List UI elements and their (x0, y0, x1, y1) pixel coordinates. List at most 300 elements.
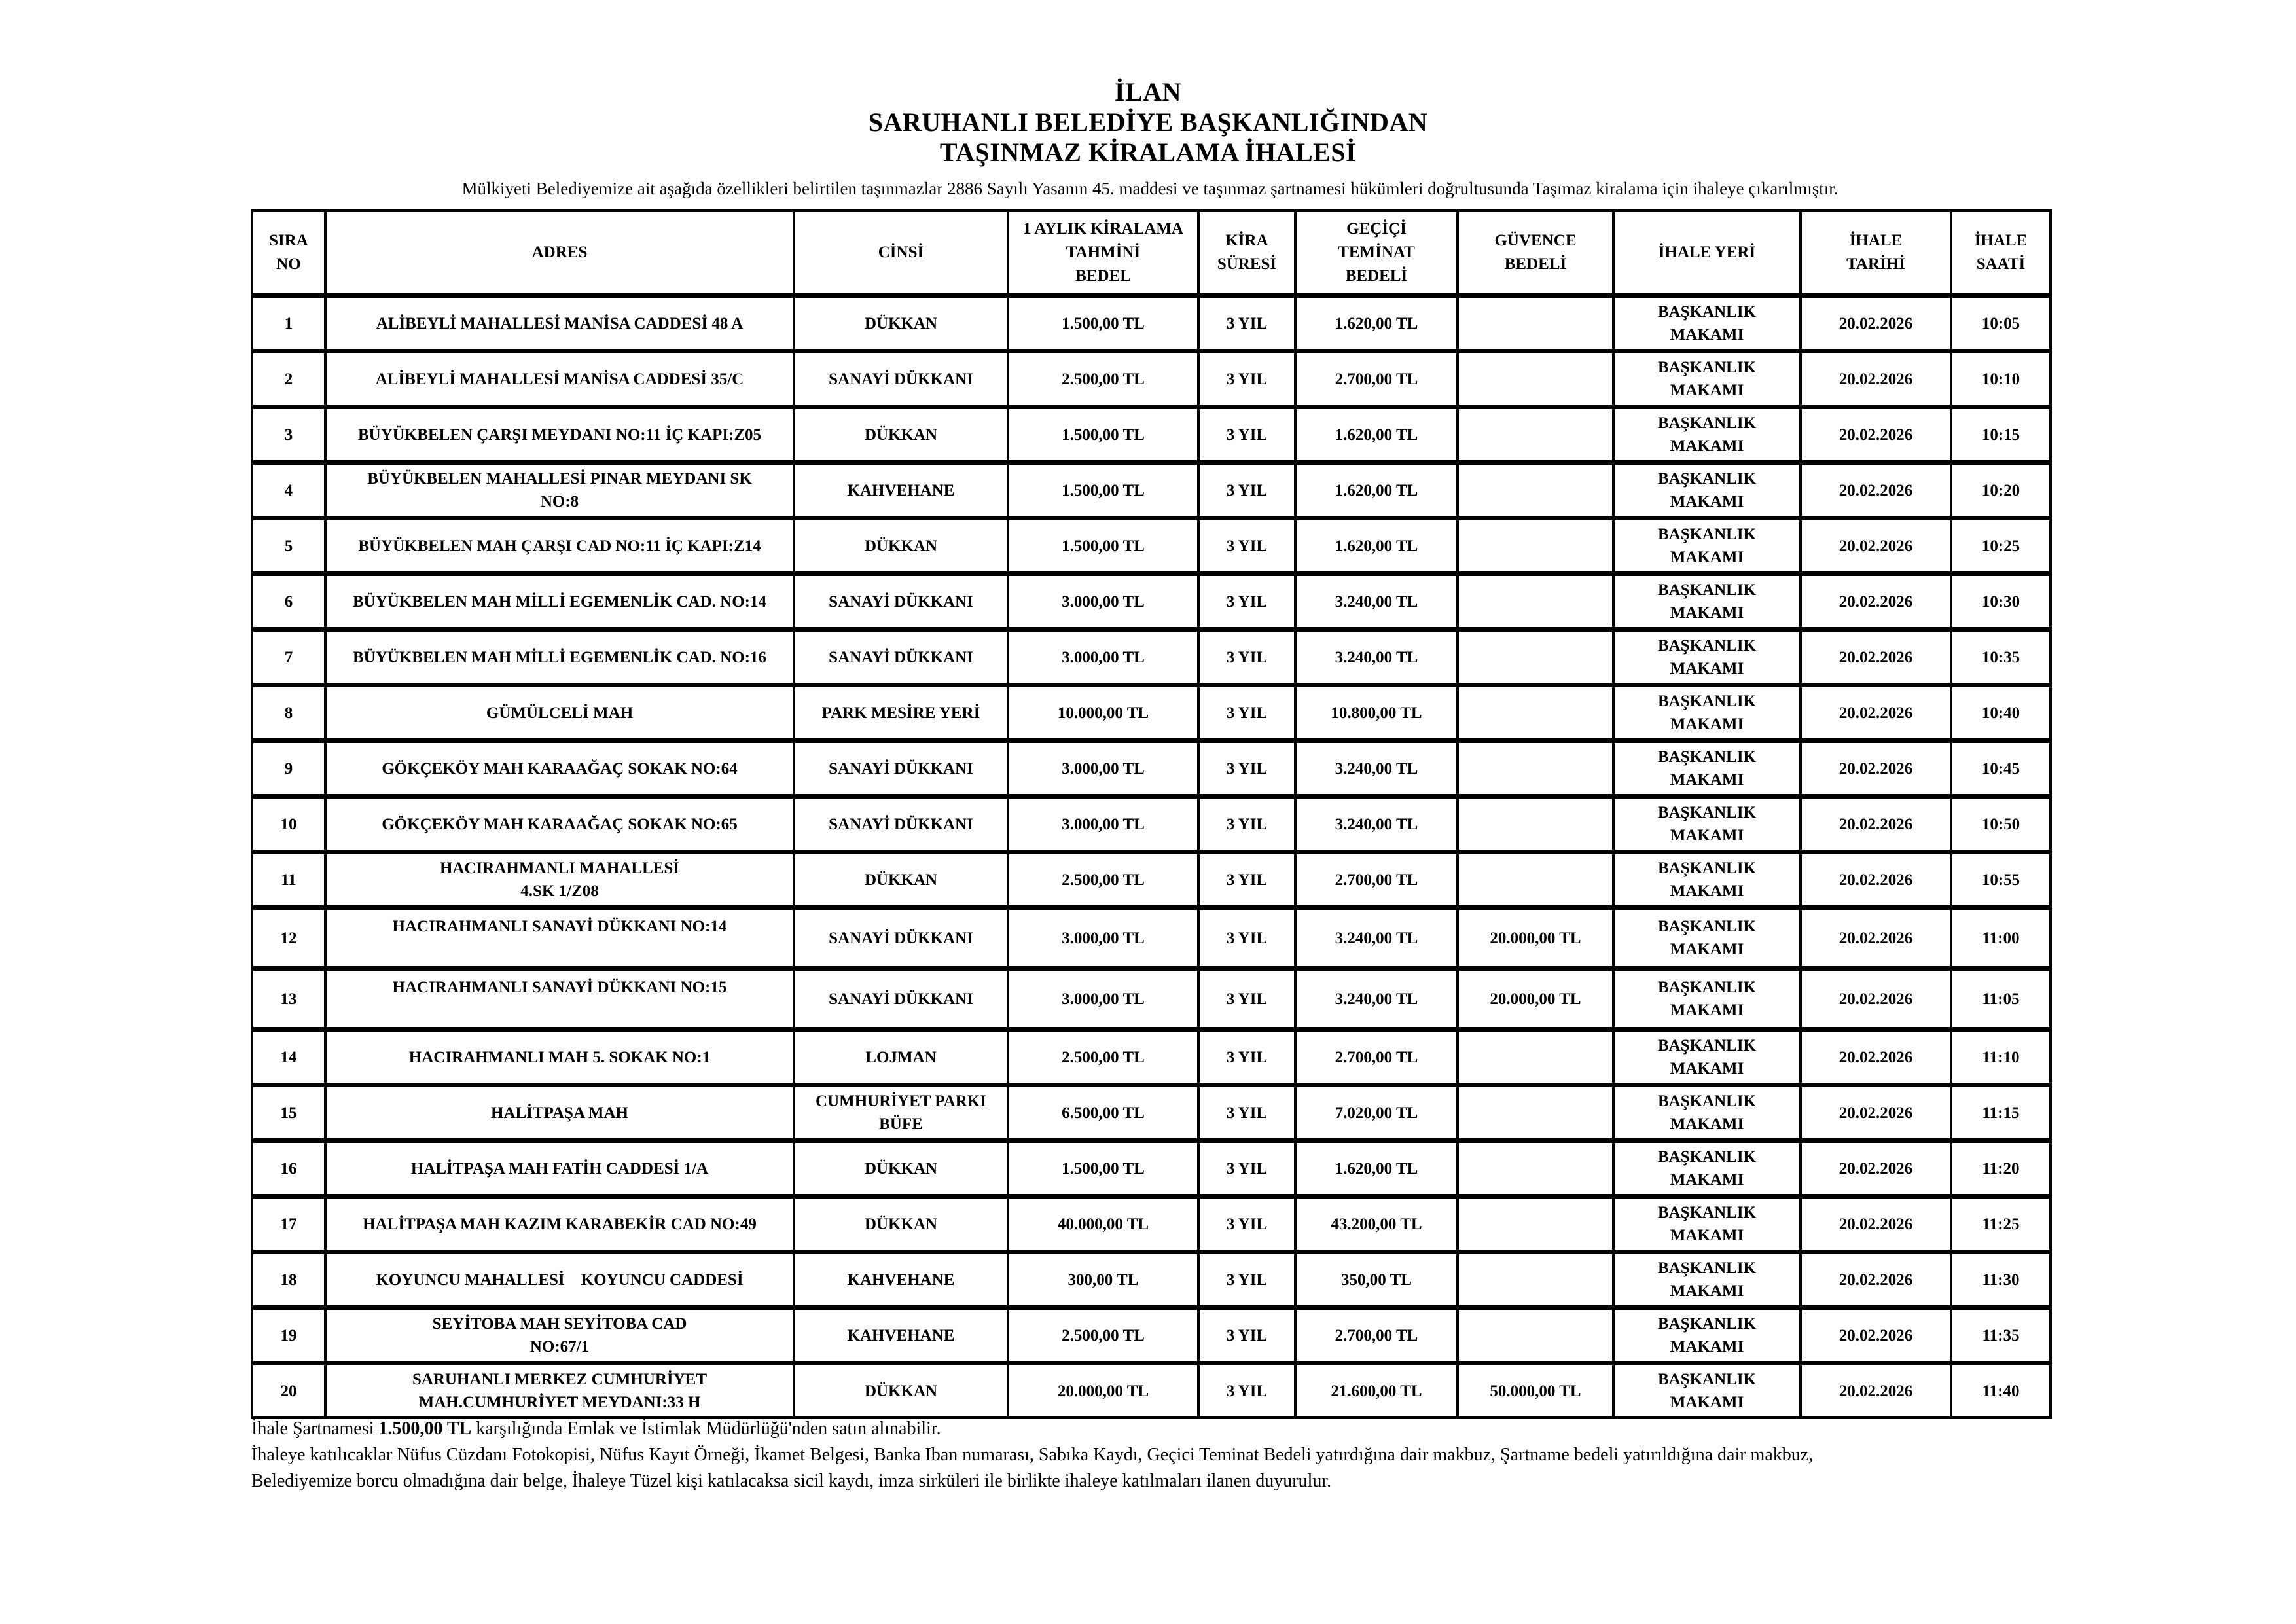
cell-adres (325, 1252, 794, 1308)
note-required-documents-cont: Belediyemize borcu olmadığına dair belge, İhaleye Tüzel kişi katılacaksa sicil kaydı, imza sirküleri ile birlikte ihaleye katılmaları ilanen duyurulur. (251, 1471, 1332, 1491)
cell-ihale-yeri (1613, 1252, 1801, 1308)
cell-kira-suresi: 3 YIL (1198, 1308, 1295, 1363)
table-row (252, 407, 2051, 463)
cell-text: GÜMÜLCELİ MAH (486, 704, 634, 722)
cell-text: KOYUNCU MAHALLESİ KOYUNCU CADDESİ (376, 1271, 744, 1289)
cell-cinsi (794, 630, 1008, 685)
cell-text: HACIRAHMANLI SANAYİ DÜKKANI NO:15 (392, 979, 727, 996)
cell-adres (325, 1085, 794, 1141)
cell-text: 4.SK 1/Z08 (520, 882, 599, 900)
cell-text: MAKAMI (1670, 771, 1744, 789)
cell-text: BAŞKANLIK (1657, 748, 1757, 766)
cell-text: BÜYÜKBELEN MAHALLESİ PINAR MEYDANI SK (367, 470, 752, 488)
cell-cinsi (794, 574, 1008, 630)
cell-sira-no: 17 (252, 1197, 325, 1252)
cell-text: MAKAMI (1670, 1115, 1744, 1133)
cell-text: MAKAMI (1670, 326, 1744, 344)
cell-text: BAŞKANLIK (1657, 637, 1757, 655)
cell-guvence-bedeli (1458, 852, 1613, 908)
title-municipality: SARUHANLI BELEDİYE BAŞKANLIĞINDAN (868, 107, 1428, 137)
header-text: CİNSİ (878, 244, 924, 261)
cell-text: SANAYİ DÜKKANI (829, 759, 973, 778)
cell-ihale-saati: 10:35 (1951, 630, 2051, 685)
cell-sira-no: 9 (252, 741, 325, 797)
cell-guvence-bedeli: 20.000,00 TL (1458, 908, 1613, 969)
cell-guvence-bedeli (1458, 1030, 1613, 1085)
cell-ihale-saati: 10:15 (1951, 407, 2051, 463)
cell-text: LOJMAN (865, 1048, 937, 1066)
cell-ihale-tarihi: 20.02.2026 (1801, 741, 1951, 797)
cell-text: BAŞKANLIK (1657, 693, 1757, 710)
cell-ihale-saati: 11:05 (1951, 969, 2051, 1030)
cell-text: KAHVEHANE (847, 1271, 955, 1289)
cell-guvence-bedeli (1458, 1085, 1613, 1141)
cell-sira-no: 18 (252, 1252, 325, 1308)
cell-cinsi (794, 908, 1008, 969)
cell-text: MAKAMI (1670, 660, 1744, 677)
table-row (252, 1308, 2051, 1363)
header-text: KİRA (1225, 232, 1268, 249)
cell-text: BAŞKANLIK (1657, 979, 1757, 996)
cell-ihale-saati: 11:25 (1951, 1197, 2051, 1252)
cell-text: NO:8 (540, 493, 579, 511)
cell-gecici-teminat: 1.620,00 TL (1295, 296, 1458, 352)
cell-ihale-tarihi: 20.02.2026 (1801, 908, 1951, 969)
cell-text: BÜYÜKBELEN MAH MİLLİ EGEMENLİK CAD. NO:14 (353, 592, 766, 611)
cell-kira-suresi: 3 YIL (1198, 574, 1295, 630)
cell-aylik-bedel: 1.500,00 TL (1008, 407, 1198, 463)
cell-gecici-teminat: 1.620,00 TL (1295, 407, 1458, 463)
cell-adres (325, 296, 794, 352)
cell-text: SANAYİ DÜKKANI (829, 648, 973, 666)
cell-text: DÜKKAN (864, 425, 938, 444)
cell-ihale-saati: 11:30 (1951, 1252, 2051, 1308)
cell-adres (325, 630, 794, 685)
cell-kira-suresi: 3 YIL (1198, 518, 1295, 574)
cell-aylik-bedel: 20.000,00 TL (1008, 1363, 1198, 1418)
table-row (252, 1363, 2051, 1418)
cell-text: DÜKKAN (864, 1159, 938, 1178)
cell-text: BAŞKANLIK (1657, 1315, 1757, 1333)
cell-text: DÜKKAN (864, 314, 938, 333)
cell-ihale-tarihi: 20.02.2026 (1801, 630, 1951, 685)
cell-sira-no: 5 (252, 518, 325, 574)
cell-text: HALİTPAŞA MAH (491, 1104, 628, 1122)
cell-text: BAŞKANLIK (1657, 414, 1757, 432)
note-text: İhale Şartnamesi (251, 1418, 379, 1439)
cell-text: BAŞKANLIK (1657, 1092, 1757, 1110)
cell-guvence-bedeli (1458, 1141, 1613, 1197)
cell-adres (325, 1308, 794, 1363)
cell-text: DÜKKAN (864, 1382, 938, 1400)
cell-text: MAKAMI (1670, 1227, 1744, 1244)
cell-text: MAKAMI (1670, 1060, 1744, 1077)
header-text: İHALE (1974, 232, 2028, 249)
cell-adres (325, 463, 794, 518)
cell-text: MAKAMI (1670, 941, 1744, 958)
cell-ihale-saati: 11:20 (1951, 1141, 2051, 1197)
note-specification-price (251, 1416, 2058, 1442)
cell-kira-suresi: 3 YIL (1198, 685, 1295, 741)
cell-text: HACIRAHMANLI MAH 5. SOKAK NO:1 (408, 1048, 711, 1066)
table-row (252, 685, 2051, 741)
cell-gecici-teminat: 2.700,00 TL (1295, 352, 1458, 407)
cell-kira-suresi: 3 YIL (1198, 630, 1295, 685)
header-text: GEÇİÇİ (1346, 220, 1407, 238)
table-row (252, 1085, 2051, 1141)
cell-sira-no: 4 (252, 463, 325, 518)
cell-ihale-saati: 10:05 (1951, 296, 2051, 352)
cell-aylik-bedel: 2.500,00 TL (1008, 852, 1198, 908)
cell-adres (325, 518, 794, 574)
column-header-gecici-teminat (1295, 211, 1458, 296)
cell-text: ALİBEYLİ MAHALLESİ MANİSA CADDESİ 35/C (375, 370, 744, 388)
cell-adres (325, 852, 794, 908)
cell-adres (325, 797, 794, 852)
cell-ihale-yeri (1613, 463, 1801, 518)
cell-ihale-saati: 10:50 (1951, 797, 2051, 852)
cell-kira-suresi: 3 YIL (1198, 407, 1295, 463)
cell-kira-suresi: 3 YIL (1198, 969, 1295, 1030)
cell-text: KAHVEHANE (847, 481, 955, 499)
cell-adres (325, 407, 794, 463)
cell-kira-suresi: 3 YIL (1198, 1197, 1295, 1252)
cell-ihale-yeri (1613, 1085, 1801, 1141)
cell-ihale-yeri (1613, 797, 1801, 852)
cell-gecici-teminat: 1.620,00 TL (1295, 1141, 1458, 1197)
cell-ihale-tarihi: 20.02.2026 (1801, 407, 1951, 463)
cell-text: MAKAMI (1670, 715, 1744, 733)
cell-text: SARUHANLI MERKEZ CUMHURİYET (412, 1371, 708, 1388)
cell-guvence-bedeli (1458, 685, 1613, 741)
cell-aylik-bedel: 40.000,00 TL (1008, 1197, 1198, 1252)
column-header-aylik-bedel (1008, 211, 1198, 296)
cell-cinsi (794, 797, 1008, 852)
cell-adres (325, 685, 794, 741)
cell-text: CUMHURİYET PARKI (816, 1092, 986, 1110)
cell-guvence-bedeli (1458, 518, 1613, 574)
cell-text: MAKAMI (1670, 382, 1744, 399)
cell-ihale-tarihi: 20.02.2026 (1801, 1308, 1951, 1363)
table-row (252, 969, 2051, 1030)
tender-table (251, 209, 2052, 1419)
cell-text: BAŞKANLIK (1657, 470, 1757, 488)
intro-paragraph: Mülkiyeti Belediyemize ait aşağıda özellikleri belirtilen taşınmazlar 2886 Sayılı Yasanın 45. maddesi ve taşınmaz şartnamesi hükümleri doğrultusunda Taşımaz kiralama için ihaleye çıkarılmıştır. (461, 179, 1839, 198)
cell-cinsi (794, 1308, 1008, 1363)
cell-ihale-tarihi: 20.02.2026 (1801, 518, 1951, 574)
table-row (252, 1252, 2051, 1308)
cell-gecici-teminat: 2.700,00 TL (1295, 852, 1458, 908)
cell-cinsi (794, 969, 1008, 1030)
cell-gecici-teminat: 3.240,00 TL (1295, 741, 1458, 797)
cell-sira-no: 10 (252, 797, 325, 852)
cell-sira-no: 20 (252, 1363, 325, 1418)
cell-text: BAŞKANLIK (1657, 1204, 1757, 1221)
header-text: TAHMİNİ (1066, 244, 1141, 261)
cell-adres (325, 574, 794, 630)
cell-cinsi (794, 352, 1008, 407)
cell-ihale-saati: 10:45 (1951, 741, 2051, 797)
cell-text: MAKAMI (1670, 437, 1744, 455)
cell-guvence-bedeli (1458, 296, 1613, 352)
cell-ihale-saati: 10:40 (1951, 685, 2051, 741)
cell-guvence-bedeli (1458, 1308, 1613, 1363)
cell-kira-suresi: 3 YIL (1198, 352, 1295, 407)
cell-ihale-yeri (1613, 518, 1801, 574)
cell-sira-no: 3 (252, 407, 325, 463)
cell-text: SEYİTOBA MAH SEYİTOBA CAD (432, 1315, 687, 1333)
cell-guvence-bedeli (1458, 1197, 1613, 1252)
table-body (252, 296, 2051, 1418)
cell-ihale-yeri (1613, 630, 1801, 685)
cell-sira-no: 13 (252, 969, 325, 1030)
cell-ihale-yeri (1613, 1141, 1801, 1197)
cell-kira-suresi: 3 YIL (1198, 1141, 1295, 1197)
cell-gecici-teminat: 1.620,00 TL (1295, 463, 1458, 518)
cell-cinsi (794, 741, 1008, 797)
table-row (252, 518, 2051, 574)
cell-ihale-saati: 11:40 (1951, 1363, 2051, 1418)
cell-cinsi (794, 518, 1008, 574)
cell-text: BAŞKANLIK (1657, 303, 1757, 321)
cell-ihale-yeri (1613, 352, 1801, 407)
cell-gecici-teminat: 3.240,00 TL (1295, 969, 1458, 1030)
cell-ihale-tarihi: 20.02.2026 (1801, 1252, 1951, 1308)
cell-ihale-tarihi: 20.02.2026 (1801, 1141, 1951, 1197)
cell-kira-suresi: 3 YIL (1198, 741, 1295, 797)
cell-text: BAŞKANLIK (1657, 918, 1757, 935)
cell-text: MAKAMI (1670, 604, 1744, 622)
cell-ihale-yeri (1613, 908, 1801, 969)
cell-text: SANAYİ DÜKKANI (829, 815, 973, 833)
cell-aylik-bedel: 3.000,00 TL (1008, 797, 1198, 852)
cell-gecici-teminat: 3.240,00 TL (1295, 797, 1458, 852)
title-ilan: İLAN (1114, 77, 1182, 107)
cell-ihale-yeri (1613, 407, 1801, 463)
cell-kira-suresi: 3 YIL (1198, 1363, 1295, 1418)
header-text: BEDEL (1075, 267, 1131, 285)
header-text: TARİHİ (1846, 255, 1905, 273)
header-text: BEDELİ (1345, 267, 1408, 285)
cell-text: BAŞKANLIK (1657, 526, 1757, 543)
cell-aylik-bedel: 2.500,00 TL (1008, 352, 1198, 407)
header-text: İHALE (1849, 232, 1903, 249)
cell-text: BAŞKANLIK (1657, 359, 1757, 376)
cell-aylik-bedel: 1.500,00 TL (1008, 296, 1198, 352)
cell-text: DÜKKAN (864, 537, 938, 555)
note-text: karşılığında Emlak ve İstimlak Müdürlüğü'nden satın alınabilir. (471, 1418, 941, 1439)
cell-adres (325, 1030, 794, 1085)
cell-ihale-yeri (1613, 969, 1801, 1030)
table-row (252, 574, 2051, 630)
table-row (252, 352, 2051, 407)
cell-text: DÜKKAN (864, 871, 938, 889)
table-row (252, 908, 2051, 969)
cell-sira-no: 1 (252, 296, 325, 352)
cell-ihale-yeri (1613, 741, 1801, 797)
cell-text: MAKAMI (1670, 827, 1744, 844)
cell-ihale-saati: 10:25 (1951, 518, 2051, 574)
cell-cinsi (794, 852, 1008, 908)
cell-aylik-bedel: 300,00 TL (1008, 1252, 1198, 1308)
cell-text: BAŞKANLIK (1657, 1371, 1757, 1388)
cell-aylik-bedel: 3.000,00 TL (1008, 908, 1198, 969)
cell-cinsi (794, 1030, 1008, 1085)
cell-cinsi (794, 463, 1008, 518)
cell-ihale-yeri (1613, 1197, 1801, 1252)
cell-ihale-yeri (1613, 1308, 1801, 1363)
table-row (252, 296, 2051, 352)
cell-gecici-teminat: 10.800,00 TL (1295, 685, 1458, 741)
note-amount: 1.500,00 TL (378, 1418, 472, 1439)
cell-text: BAŞKANLIK (1657, 1148, 1757, 1166)
cell-cinsi (794, 1252, 1008, 1308)
cell-kira-suresi: 3 YIL (1198, 908, 1295, 969)
cell-guvence-bedeli (1458, 630, 1613, 685)
cell-guvence-bedeli (1458, 741, 1613, 797)
cell-text: SANAYİ DÜKKANI (829, 929, 973, 947)
cell-text: MAKAMI (1670, 882, 1744, 900)
cell-ihale-saati: 10:20 (1951, 463, 2051, 518)
cell-aylik-bedel: 3.000,00 TL (1008, 969, 1198, 1030)
cell-guvence-bedeli (1458, 797, 1613, 852)
cell-sira-no: 8 (252, 685, 325, 741)
header-text: GÜVENCE (1494, 232, 1577, 249)
cell-text: HACIRAHMANLI MAHALLESİ (439, 859, 679, 877)
cell-aylik-bedel: 10.000,00 TL (1008, 685, 1198, 741)
title-tender: TAŞINMAZ KİRALAMA İHALESİ (939, 137, 1357, 167)
cell-kira-suresi: 3 YIL (1198, 852, 1295, 908)
cell-ihale-tarihi: 20.02.2026 (1801, 352, 1951, 407)
announcement-header (0, 77, 2296, 168)
cell-aylik-bedel: 3.000,00 TL (1008, 630, 1198, 685)
cell-text: BÜFE (879, 1115, 923, 1133)
table-row (252, 1141, 2051, 1197)
cell-adres (325, 1197, 794, 1252)
cell-text: MAKAMI (1670, 549, 1744, 566)
table-row (252, 852, 2051, 908)
cell-cinsi (794, 1085, 1008, 1141)
cell-text: BÜYÜKBELEN MAH ÇARŞI CAD NO:11 İÇ KAPI:Z14 (358, 537, 761, 555)
cell-text: BÜYÜKBELEN MAH MİLLİ EGEMENLİK CAD. NO:16 (353, 648, 766, 666)
cell-adres (325, 741, 794, 797)
cell-sira-no: 15 (252, 1085, 325, 1141)
cell-adres (325, 1141, 794, 1197)
column-header-ihale-saati (1951, 211, 2051, 296)
table-row (252, 797, 2051, 852)
cell-guvence-bedeli (1458, 1252, 1613, 1308)
column-header-adres (325, 211, 794, 296)
cell-text: SANAYİ DÜKKANI (829, 370, 973, 388)
cell-ihale-tarihi: 20.02.2026 (1801, 1363, 1951, 1418)
cell-ihale-saati: 10:55 (1951, 852, 2051, 908)
cell-text: ALİBEYLİ MAHALLESİ MANİSA CADDESİ 48 A (376, 314, 744, 333)
cell-gecici-teminat: 43.200,00 TL (1295, 1197, 1458, 1252)
cell-ihale-yeri (1613, 852, 1801, 908)
cell-cinsi (794, 1363, 1008, 1418)
cell-text: HALİTPAŞA MAH FATİH CADDESİ 1/A (410, 1159, 709, 1178)
cell-kira-suresi: 3 YIL (1198, 296, 1295, 352)
cell-text: SANAYİ DÜKKANI (829, 592, 973, 611)
cell-adres (325, 908, 794, 969)
cell-gecici-teminat: 1.620,00 TL (1295, 518, 1458, 574)
cell-text: BAŞKANLIK (1657, 859, 1757, 877)
cell-ihale-tarihi: 20.02.2026 (1801, 685, 1951, 741)
cell-sira-no: 14 (252, 1030, 325, 1085)
cell-ihale-tarihi: 20.02.2026 (1801, 852, 1951, 908)
cell-guvence-bedeli (1458, 574, 1613, 630)
cell-kira-suresi: 3 YIL (1198, 1085, 1295, 1141)
cell-text: NO:67/1 (529, 1338, 590, 1356)
cell-ihale-tarihi: 20.02.2026 (1801, 1030, 1951, 1085)
cell-guvence-bedeli: 50.000,00 TL (1458, 1363, 1613, 1418)
cell-text: MAH.CUMHURİYET MEYDANI:33 H (418, 1394, 701, 1411)
cell-ihale-yeri (1613, 1363, 1801, 1418)
cell-ihale-saati: 11:10 (1951, 1030, 2051, 1085)
table-row (252, 1030, 2051, 1085)
cell-cinsi (794, 296, 1008, 352)
cell-ihale-tarihi: 20.02.2026 (1801, 969, 1951, 1030)
cell-guvence-bedeli (1458, 352, 1613, 407)
cell-sira-no: 7 (252, 630, 325, 685)
cell-aylik-bedel: 1.500,00 TL (1008, 1141, 1198, 1197)
header-text: SAATİ (1976, 255, 2026, 273)
cell-sira-no: 2 (252, 352, 325, 407)
footer-notes (251, 1416, 2058, 1494)
cell-text: MAKAMI (1670, 1338, 1744, 1356)
cell-text: PARK MESİRE YERİ (821, 704, 980, 722)
cell-gecici-teminat: 3.240,00 TL (1295, 574, 1458, 630)
column-header-ihale-tarihi (1801, 211, 1951, 296)
cell-gecici-teminat: 2.700,00 TL (1295, 1308, 1458, 1363)
cell-text: MAKAMI (1670, 1001, 1744, 1019)
cell-kira-suresi: 3 YIL (1198, 1030, 1295, 1085)
cell-text: BAŞKANLIK (1657, 804, 1757, 821)
cell-gecici-teminat: 7.020,00 TL (1295, 1085, 1458, 1141)
cell-kira-suresi: 3 YIL (1198, 797, 1295, 852)
cell-aylik-bedel: 2.500,00 TL (1008, 1030, 1198, 1085)
cell-guvence-bedeli: 20.000,00 TL (1458, 969, 1613, 1030)
cell-ihale-yeri (1613, 574, 1801, 630)
header-text: 1 AYLIK KİRALAMA (1023, 220, 1183, 238)
table-header-row (252, 211, 2051, 296)
cell-ihale-saati: 10:30 (1951, 574, 2051, 630)
cell-cinsi (794, 407, 1008, 463)
cell-gecici-teminat: 350,00 TL (1295, 1252, 1458, 1308)
header-text: SÜRESİ (1217, 255, 1277, 273)
cell-adres (325, 352, 794, 407)
cell-text: BAŞKANLIK (1657, 1037, 1757, 1055)
cell-text: MAKAMI (1670, 1394, 1744, 1411)
cell-text: BAŞKANLIK (1657, 581, 1757, 599)
cell-ihale-yeri (1613, 296, 1801, 352)
cell-aylik-bedel: 1.500,00 TL (1008, 463, 1198, 518)
header-text: NO (276, 255, 301, 273)
column-header-cinsi (794, 211, 1008, 296)
cell-ihale-tarihi: 20.02.2026 (1801, 1085, 1951, 1141)
cell-kira-suresi: 3 YIL (1198, 1252, 1295, 1308)
cell-ihale-tarihi: 20.02.2026 (1801, 574, 1951, 630)
cell-text: HACIRAHMANLI SANAYİ DÜKKANI NO:14 (392, 918, 727, 935)
table-row (252, 463, 2051, 518)
cell-cinsi (794, 1141, 1008, 1197)
table-row (252, 741, 2051, 797)
cell-ihale-saati: 10:10 (1951, 352, 2051, 407)
table-row (252, 1197, 2051, 1252)
cell-ihale-saati: 11:35 (1951, 1308, 2051, 1363)
cell-adres (325, 1363, 794, 1418)
column-header-kira-suresi (1198, 211, 1295, 296)
